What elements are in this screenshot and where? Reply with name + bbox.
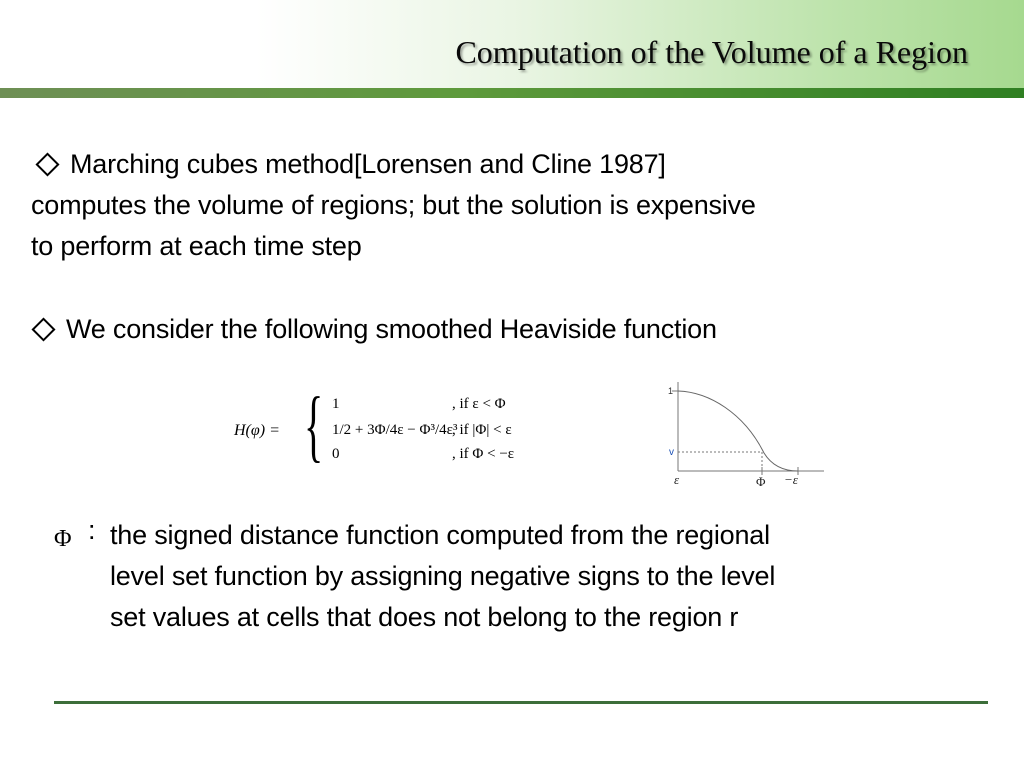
- formula-case-2: 1/2 + 3Φ/4ε − Φ³/4ε³: [332, 422, 458, 438]
- heaviside-graph: [664, 378, 828, 490]
- bullet-line: computes the volume of regions; but the solution is expensive: [31, 190, 756, 220]
- phi-symbol: Φ: [54, 526, 72, 552]
- phi-definition: [110, 515, 1015, 638]
- bullet-line: to perform at each time step: [31, 231, 362, 261]
- formula-brace: {: [304, 382, 324, 470]
- formula-cond-1: , if ε < Φ: [452, 396, 506, 412]
- definition-line: set values at cells that does not belong to the region r: [110, 602, 739, 632]
- formula-lhs: H(φ) =: [234, 422, 280, 439]
- formula-cond-3: , if Φ < −ε: [452, 446, 515, 462]
- definition-line: the signed distance function computed from the regional: [110, 520, 770, 550]
- footer-divider: [54, 701, 988, 704]
- diamond-bullet-icon: [35, 153, 59, 177]
- bullet-heaviside: [31, 309, 1016, 350]
- graph-x-label-neg-eps: −ε: [784, 472, 798, 487]
- definition-line: level set function by assigning negative signs to the level: [110, 561, 776, 591]
- graph-curve: [678, 391, 798, 471]
- bullet-text: We consider the following smoothed Heaviside function: [66, 314, 717, 344]
- diamond-bullet-icon: [31, 318, 55, 342]
- formula-case-3: 0: [332, 446, 340, 462]
- graph-x-label-eps: ε: [674, 472, 680, 487]
- bullet-line: [31, 144, 1016, 185]
- bullet-marching-cubes: [31, 144, 1016, 267]
- heaviside-formula: [234, 382, 564, 472]
- bullet-text: Marching cubes method[Lorensen and Cline 1987]: [70, 149, 666, 179]
- graph-y-label-v: v: [669, 447, 674, 458]
- formula-case-1: 1: [332, 396, 340, 412]
- graph-x-label-phi: Φ: [756, 474, 766, 489]
- slide-title: Computation of the Volume of a Region: [455, 34, 968, 70]
- formula-cond-2: , if |Φ| < ε: [452, 422, 512, 438]
- bullet-line: [31, 309, 1016, 350]
- graph-y-label-one: 1: [668, 386, 674, 396]
- phi-colon: :: [88, 515, 96, 545]
- header-divider: [0, 88, 1024, 98]
